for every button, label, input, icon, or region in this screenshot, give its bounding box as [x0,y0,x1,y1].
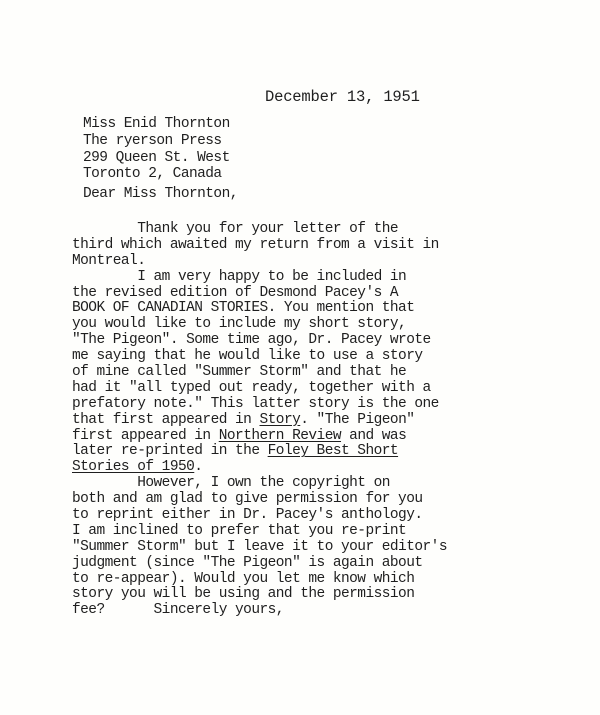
body-text-segment: I am very happy to be included in [72,268,407,285]
body-line [72,365,447,381]
body-line [72,540,447,556]
body-text-segment: first appeared in [72,427,219,444]
underlined-title: Foley Best Short [267,443,399,460]
recipient-street: 299 Queen St. West [83,149,230,166]
body-text-segment: that first appeared in [72,411,260,428]
body-line [72,301,447,317]
body-text-segment: the revised edition of Desmond Pacey's A [72,284,399,301]
letter-date: December 13, 1951 [265,88,420,106]
body-text-segment: judgment (since "The Pigeon" is again about [72,554,423,571]
body-line [72,238,447,254]
underlined-title: Story [259,411,301,428]
body-text-segment: third which awaited my return from a visit in [72,236,439,253]
body-text-segment: Montreal. [72,252,146,269]
body-line [72,476,447,492]
body-text-segment: had it "all typed out ready, together with a [72,379,431,396]
recipient-address [83,116,230,183]
body-line [72,572,447,588]
recipient-company: The ryerson Press [83,132,222,149]
body-text-segment: BOOK OF CANADIAN STORIES. You mention that [72,300,415,317]
body-text-segment: "The Pigeon". Some time ago, Dr. Pacey wrote [72,332,431,349]
body-line [72,603,447,619]
body-text-segment: you would like to include my short story, [72,316,407,333]
body-line [72,524,447,540]
body-line [72,508,447,524]
body-text-segment: prefatory note." This latter story is the one [72,395,439,412]
body-line [72,413,447,429]
body-text-segment: . [194,459,203,476]
body-line [72,254,447,270]
body-text-segment: of mine called "Summer Storm" and that he [72,364,407,381]
body-line [72,317,447,333]
body-line [72,333,447,349]
body-text-segment: I am inclined to prefer that you re-print [72,522,407,539]
body-text-segment: "Summer Storm" but I leave it to your editor's [72,538,447,555]
body-line [72,460,447,476]
body-line [72,429,447,445]
body-text-segment: me saying that he would like to use a story [72,348,423,365]
body-line [72,444,447,460]
body-line [72,492,447,508]
body-text-segment: Thank you for your letter of the [72,221,399,237]
body-text-segment: story you will be using and the permission [72,586,415,603]
underlined-title: Stories of 1950 [72,459,195,476]
body-text-segment: to re-appear). Would you let me know which [72,570,415,587]
body-line [72,381,447,397]
body-line [72,397,447,413]
body-line [72,349,447,365]
letter-body [72,222,447,619]
underlined-title: Northern Review [218,427,342,444]
body-text-segment: fee? Sincerely yours, [72,602,284,619]
body-text-segment: However, I own the copyright on [72,475,390,492]
recipient-city: Toronto 2, Canada [83,166,222,183]
body-text-segment: . "The Pigeon" [300,411,415,428]
recipient-name: Miss Enid Thornton [83,116,230,132]
body-line [72,270,447,286]
body-text-segment: later re-printed in the [72,443,268,460]
body-text-segment: and was [341,427,407,444]
body-line [72,556,447,572]
body-line [72,286,447,302]
body-line [72,587,447,603]
salutation: Dear Miss Thornton, [83,186,238,202]
body-text-segment: both and am glad to give permission for you [72,491,423,508]
body-line [72,222,447,238]
body-text-segment: to reprint either in Dr. Pacey's anthology. [72,507,423,524]
